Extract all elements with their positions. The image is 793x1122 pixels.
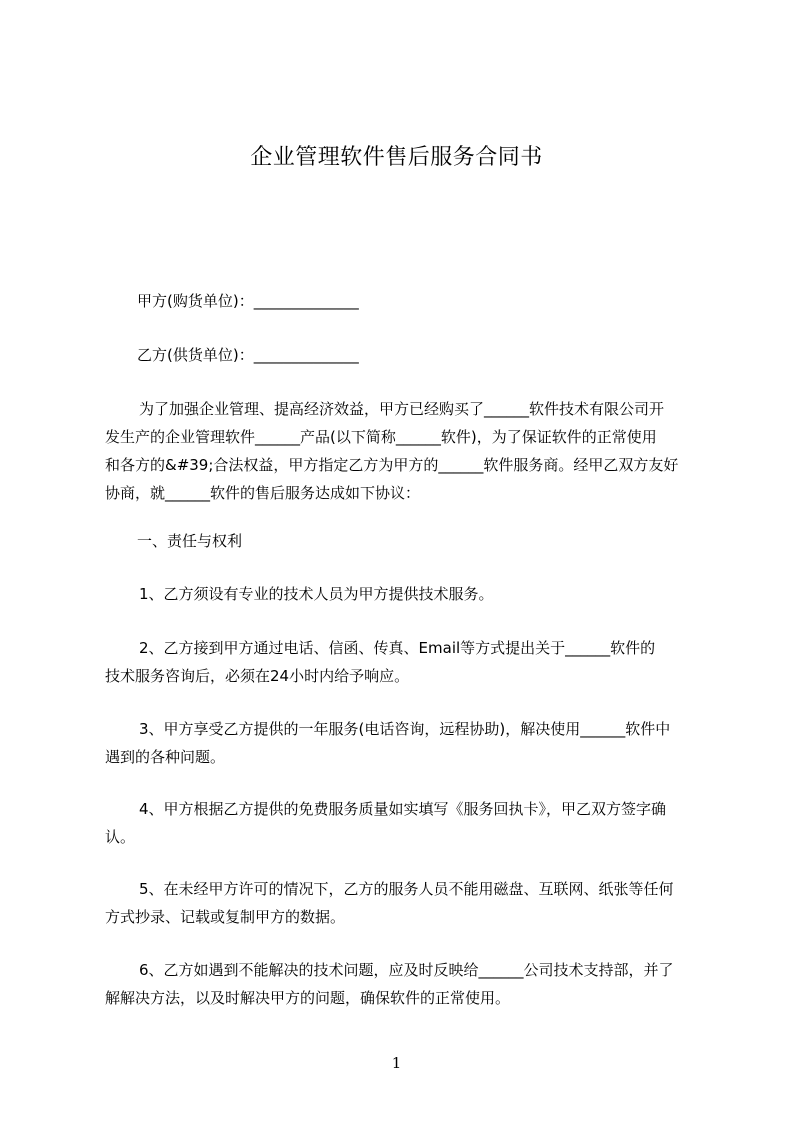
clause-5 (105, 875, 710, 931)
clause-line: 6、乙方如遇到不能解决的技术问题，应及时反映给______公司技术支持部，并了 (139, 961, 674, 979)
intro-line: 协商，就______软件的售后服务达成如下协议： (105, 484, 421, 502)
clause-line: 技术服务咨询后，必须在24小时内给予响应。 (105, 667, 410, 685)
clause-line: 认。 (105, 828, 136, 846)
clause-3 (105, 715, 710, 771)
intro-line: 发生产的企业管理软件______产品(以下简称______软件)，为了保证软件的正常使用 (105, 428, 657, 446)
clause-line: 1、乙方须设有专业的技术人员为甲方提供技术服务。 (139, 585, 494, 603)
clause-line: 4、甲方根据乙方提供的免费服务质量如实填写《服务回执卡》，甲乙双方签字确 (139, 800, 667, 818)
party-b-line: 乙方(供货单位)：______________ (137, 346, 359, 364)
clause-2 (105, 634, 710, 690)
clause-6 (105, 956, 710, 1012)
clause-line: 3、甲方享受乙方提供的一年服务(电话咨询，远程协助)，解决使用______软件中 (139, 720, 671, 738)
party-a-line: 甲方(购货单位)：______________ (137, 292, 359, 310)
clause-line: 解解决方法，以及时解决甲方的问题，确保软件的正常使用。 (105, 989, 511, 1007)
clause-1 (105, 580, 710, 608)
intro-line: 和各方的&#39;合法权益，甲方指定乙方为甲方的______软件服务商。经甲乙双方友好 (105, 456, 679, 474)
clause-line: 遇到的各种问题。 (105, 748, 226, 766)
clause-4 (105, 795, 710, 851)
intro-line: 为了加强企业管理、提高经济效益，甲方已经购买了______软件技术有限公司开 (139, 400, 665, 418)
clause-line: 方式抄录、记载或复制甲方的数据。 (105, 908, 346, 926)
clause-line: 5、在未经甲方许可的情况下，乙方的服务人员不能用磁盘、互联网、纸张等任何 (139, 880, 674, 898)
intro-paragraph (105, 395, 700, 507)
page-number: 1 (391, 1054, 402, 1072)
document-title: 企业管理软件售后服务合同书 (250, 145, 543, 170)
clause-line: 2、乙方接到甲方通过电话、信函、传真、Email等方式提出关于______软件的 (139, 639, 656, 657)
section-heading: 一、责任与权利 (137, 532, 243, 550)
